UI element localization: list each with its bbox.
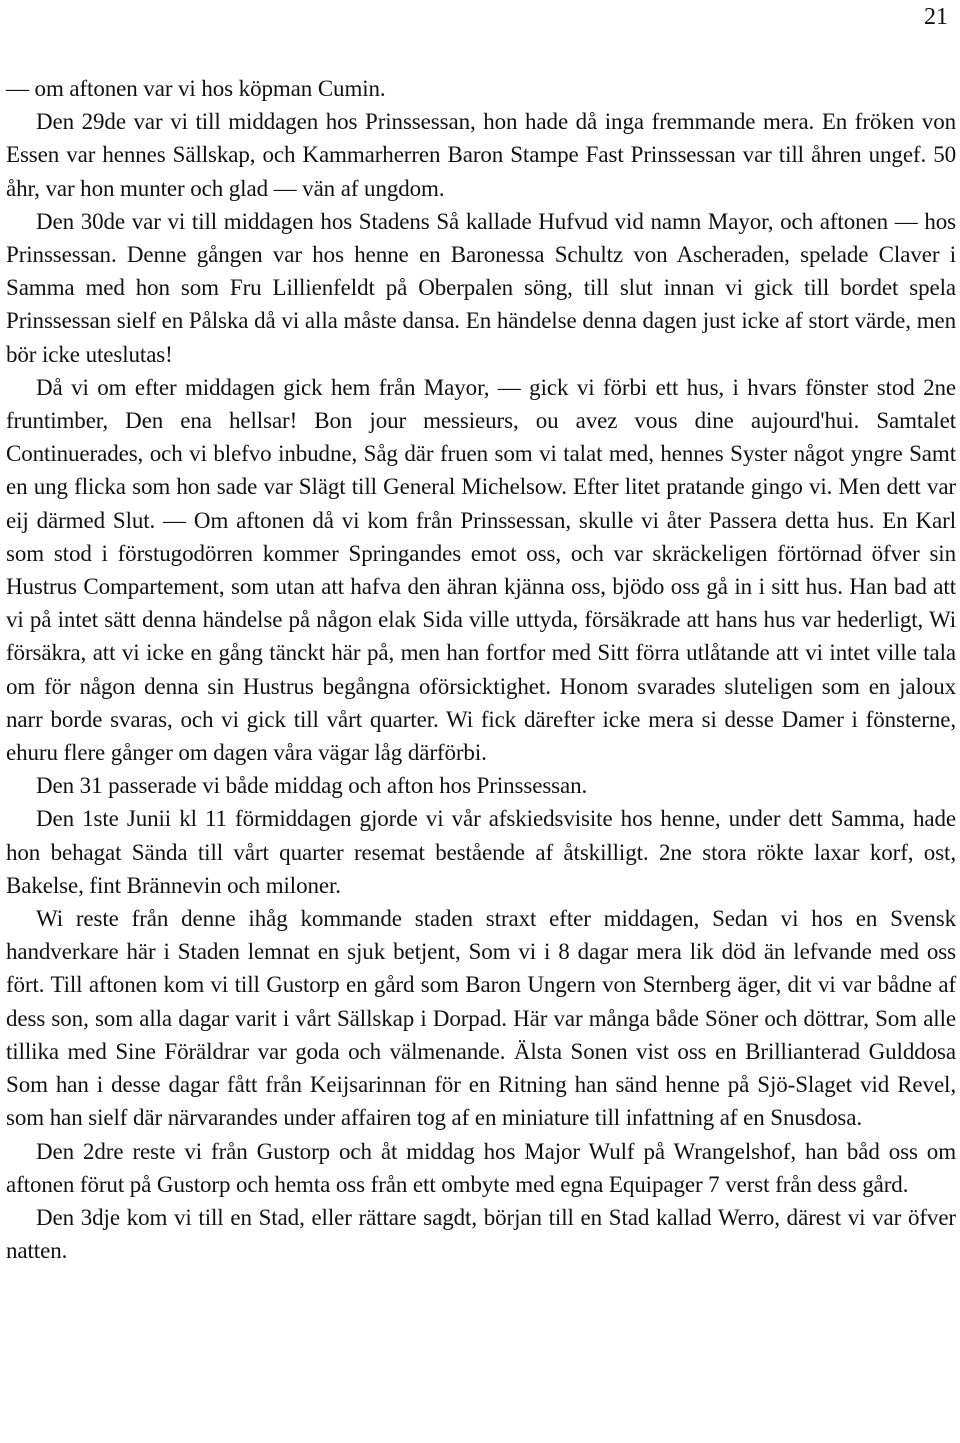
paragraph: Den 31 passerade vi både middag och afton hos Prinssessan. xyxy=(36,773,588,799)
paragraph: — om aftonen var vi hos köpman Cumin. xyxy=(6,76,386,101)
paragraph: Den 3dje kom vi till en Stad, eller rättare sagdt, början till en Stad kallad Werro, därest vi var öfver natten. xyxy=(6,1204,956,1264)
paragraph: Den 29de var vi till middagen hos Prinssessan, hon hade då inga fremmande mera. En fröken von Essen var hennes Sällskap, och Kammarherren Baron Stampe Fast Prinssessan var till åhren ungef. 50 åhr, var hon munter och glad — vän af ungdom. xyxy=(6,109,956,201)
paragraph: Den 1ste Junii kl 11 förmiddagen gjorde vi vår afskiedsvisite hos henne, under dett Samma, hade hon behagat Sända till vårt quarter resemat bestående af åtskilligt. 2ne stora rökte laxar korf, ost, Bakelse, fint Brännevin och miloner. xyxy=(6,806,956,898)
paragraph: Wi reste från denne ihåg kommande staden straxt efter middagen, Sedan vi hos en Svensk handverkare här i Staden lemnat en sjuk betjent, Som vi i 8 dagar mera lik död än lefvande med oss fört. Till aftonen kom vi till Gustorp en gård som Baron Ungern von Sternberg äger, dit vi var bådne af dess son, som alla dagar varit i vårt Sällskap i Dorpad. Här var många både Söner och döttrar, Som alle tillika med Sine Föräldrar var goda och välmenande. Älsta Sonen vist oss en Brillianterad Gulddosa Som han i desse dagar fått från Keijsarinnan för en Ritning han sänd henne på Sjö-Slaget vid Revel, som han sielf där närvarandes under affairen tog af en miniature till infattning af en Snusdosa. xyxy=(6,906,956,1131)
paragraph: Den 30de var vi till middagen hos Stadens Så kallade Hufvud vid namn Mayor, och aftonen — hos Prinssessan. Denne gången var hos henne en Baronessa Schultz von Ascheraden, spelade Claver i Samma med hon som Fru Lillienfeldt på Oberpalen söng, till slut innan vi gick till bordet spela Prinssessan sielf en Pålska då vi alla måste dansa. En händelse denna dagen just icke af stort värde, men bör icke uteslutas! xyxy=(6,208,956,367)
paragraph: Den 2dre reste vi från Gustorp och åt middag hos Major Wulf på Wrangelshof, han båd oss om aftonen förut på Gustorp och hemta oss från ett ombyte med egna Equipager 7 verst från dess gård. xyxy=(6,1138,956,1197)
body-text xyxy=(6,72,956,1267)
paragraph: Då vi om efter middagen gick hem från Mayor, — gick vi förbi ett hus, i hvars fönster stod 2ne fruntimber, Den ena hellsar! Bon jour messieurs, ou avez vous dine aujourd'hui. Samtalet Continuerades, och vi blefvo inbudne, Såg där fruen som vi talat med, hennes Syster något yngre Samt en ung flicka som hon sade var Slägt till General Michelsow. Efter litet pratande gingo vi. Men dett var eij därmed Slut. — Om aftonen då vi kom från Prinssessan, skulle vi åter Passera detta hus. En Karl som stod i förstugodörren kommer Springandes emot oss, och var skräckeligen förtörnad öfver sin Hustrus Compartement, som utan att hafva den ähran kjänna oss, bjödo oss gå in i sitt hus. Han bad att vi på intet sätt denna händelse på någon elak Sida ville uttyda, försäkrade att hans hus var hederligt, Wi försäkra, att vi icke en gång tänckt här på, men han fortfor med Sitt förra utlåtande att vi intet ville tala om för någon denna sin Hustrus begångna oförsicktighet. Honom svarades sluteligen som en jaloux narr borde svaras, och vi gick till vårt quarter. Wi fick därefter icke mera si desse Damer i fönsterne, ehuru flere gånger om dagen våra vägar låg därförbi. xyxy=(6,374,956,766)
page-number: 21 xyxy=(924,4,948,30)
